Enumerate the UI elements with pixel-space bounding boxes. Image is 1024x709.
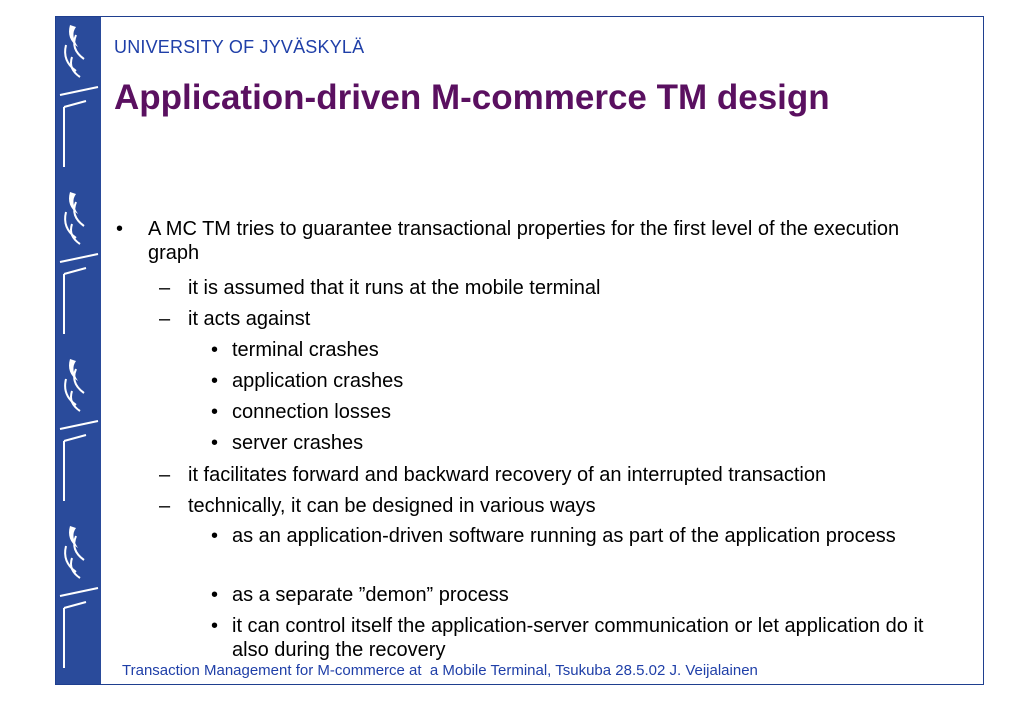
bullet-list — [56, 17, 983, 684]
list-item-text: it can control itself the application-server communication or let application do it also during the recovery — [232, 615, 924, 661]
university-name: UNIVERSITY OF JYVÄSKYLÄ — [114, 37, 365, 57]
list-item-text: terminal crashes — [232, 339, 379, 361]
list-item-text: as an application-driven software running as part of the application process — [232, 525, 896, 547]
list-item-text: it acts against — [188, 308, 311, 330]
dash-marker: – — [159, 464, 171, 486]
slide-title: Application-driven M-commerce TM design — [114, 78, 830, 117]
slide — [55, 16, 984, 685]
bullet-marker: • — [116, 218, 124, 240]
bullet-marker: • — [211, 584, 219, 606]
list-item-text: it facilitates forward and backward recovery of an interrupted transaction — [188, 464, 827, 486]
list-item-text: application crashes — [232, 370, 404, 392]
bullet-marker: • — [211, 432, 219, 454]
bullet-marker: • — [211, 370, 219, 392]
dash-marker: – — [159, 308, 171, 330]
footer-text: Transaction Management for M-commerce at a Mobile Terminal, Tsukuba 28.5.02 J. Veijalainen — [122, 662, 758, 679]
bullet-marker: • — [211, 401, 219, 423]
list-item-text: as a separate ”demon” process — [232, 584, 509, 606]
list-item-text: A MC TM tries to guarantee transactional properties for the first level of the execution graph — [148, 218, 900, 264]
list-item-text: technically, it can be designed in various ways — [188, 495, 596, 517]
bullet-marker: • — [211, 339, 219, 361]
list-item-text: it is assumed that it runs at the mobile terminal — [188, 277, 601, 299]
bullet-marker: • — [211, 525, 219, 547]
dash-marker: – — [159, 277, 171, 299]
bullet-marker: • — [211, 615, 219, 637]
dash-marker: – — [159, 495, 171, 517]
list-item-text: connection losses — [232, 401, 391, 423]
list-item-text: server crashes — [232, 432, 364, 454]
